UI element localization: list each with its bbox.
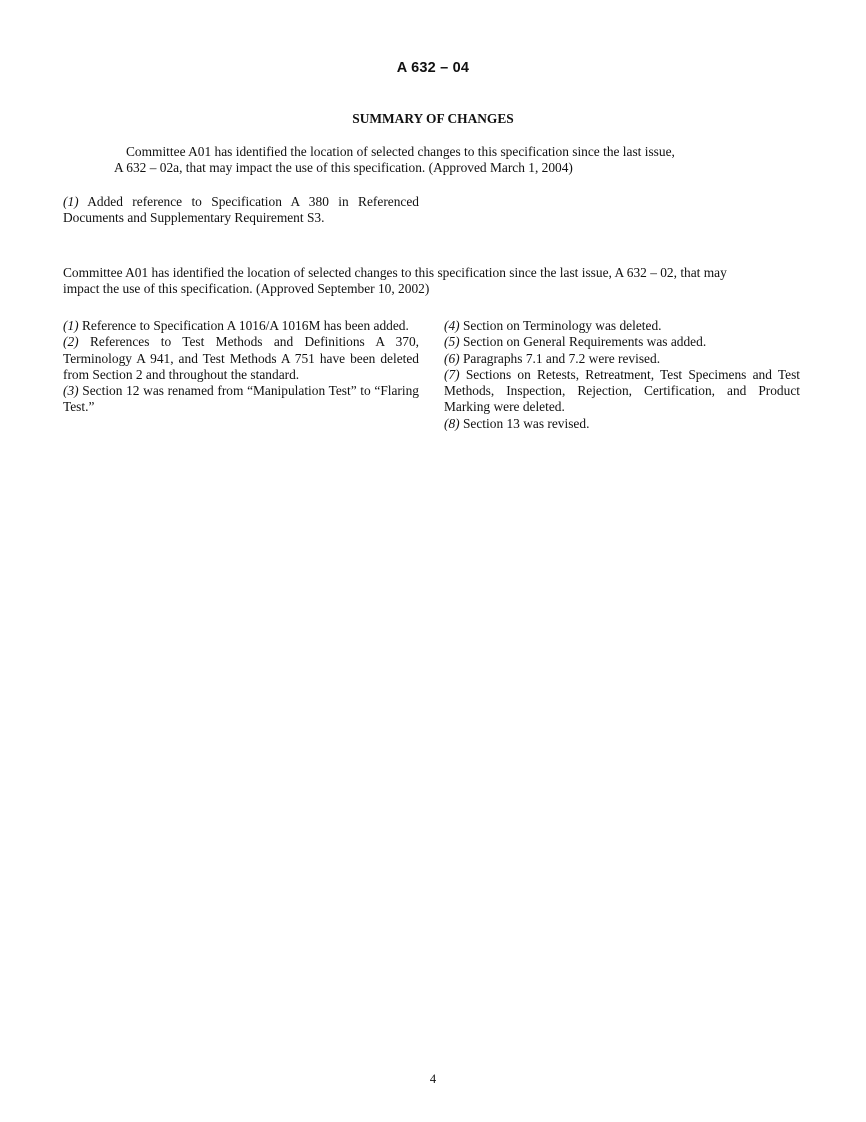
item-text: Section 12 was renamed from “Manipulation Test” to “Flaring Test.” — [63, 383, 419, 415]
intro-2004-line-2: A 632 – 02a, that may impact the use of this specification. (Approved March 1, 2004) — [114, 160, 573, 176]
changes-list-2002-left — [63, 318, 419, 416]
changes-list-2002-right — [444, 318, 800, 432]
change-item — [444, 367, 800, 416]
item-text: Paragraphs 7.1 and 7.2 were revised. — [459, 350, 661, 366]
change-item — [444, 334, 800, 350]
item-number: (2) — [63, 334, 79, 350]
intro-2002-line-1: Committee A01 has identified the location of selected changes to this specification since the last issue, A 632 – 02, that may — [63, 265, 727, 280]
item-text: Added reference to Specification A 380 in Referenced Documents and Supplementary Requirement S3. — [63, 194, 419, 226]
item-number: (5) — [444, 334, 460, 350]
intro-paragraph-2004 — [114, 144, 724, 177]
change-item — [444, 351, 800, 367]
summary-of-changes-heading: SUMMARY OF CHANGES — [352, 111, 514, 126]
item-number: (7) — [444, 366, 460, 382]
item-number: (3) — [63, 383, 79, 399]
change-item — [444, 318, 800, 334]
change-item — [63, 318, 419, 334]
item-number: (1) — [63, 194, 79, 209]
intro-2004-line-1: Committee A01 has identified the location of selected changes to this specification since the last issue, — [126, 144, 675, 159]
change-item — [444, 416, 800, 432]
change-item — [63, 334, 419, 383]
changes-list-2004 — [63, 194, 419, 227]
item-text: References to Test Methods and Definitions A 370, Terminology A 941, and Test Methods A 751 have been deleted from Section 2 and throughout the standard. — [63, 334, 419, 382]
item-number: (8) — [444, 415, 460, 431]
item-text: Section on Terminology was deleted. — [459, 318, 662, 333]
item-text: Reference to Specification A 1016/A 1016M has been added. — [78, 318, 409, 333]
intro-paragraph-2002 — [63, 265, 801, 298]
intro-2002-line-2: impact the use of this specification. (Approved September 10, 2002) — [63, 281, 430, 297]
item-text: Section 13 was revised. — [459, 415, 590, 431]
item-text: Sections on Retests, Retreatment, Test Specimens and Test Methods, Inspection, Rejection, Certification, and Product Marking were deleted. — [444, 366, 800, 415]
item-number: (1) — [63, 318, 79, 333]
page-number: 4 — [429, 1072, 437, 1086]
document-designation: A 632 – 04 — [396, 60, 470, 76]
item-number: (4) — [444, 318, 460, 333]
item-number: (6) — [444, 350, 460, 366]
change-item — [63, 194, 419, 227]
item-text: Section on General Requirements was added. — [459, 334, 707, 350]
change-item — [63, 383, 419, 416]
